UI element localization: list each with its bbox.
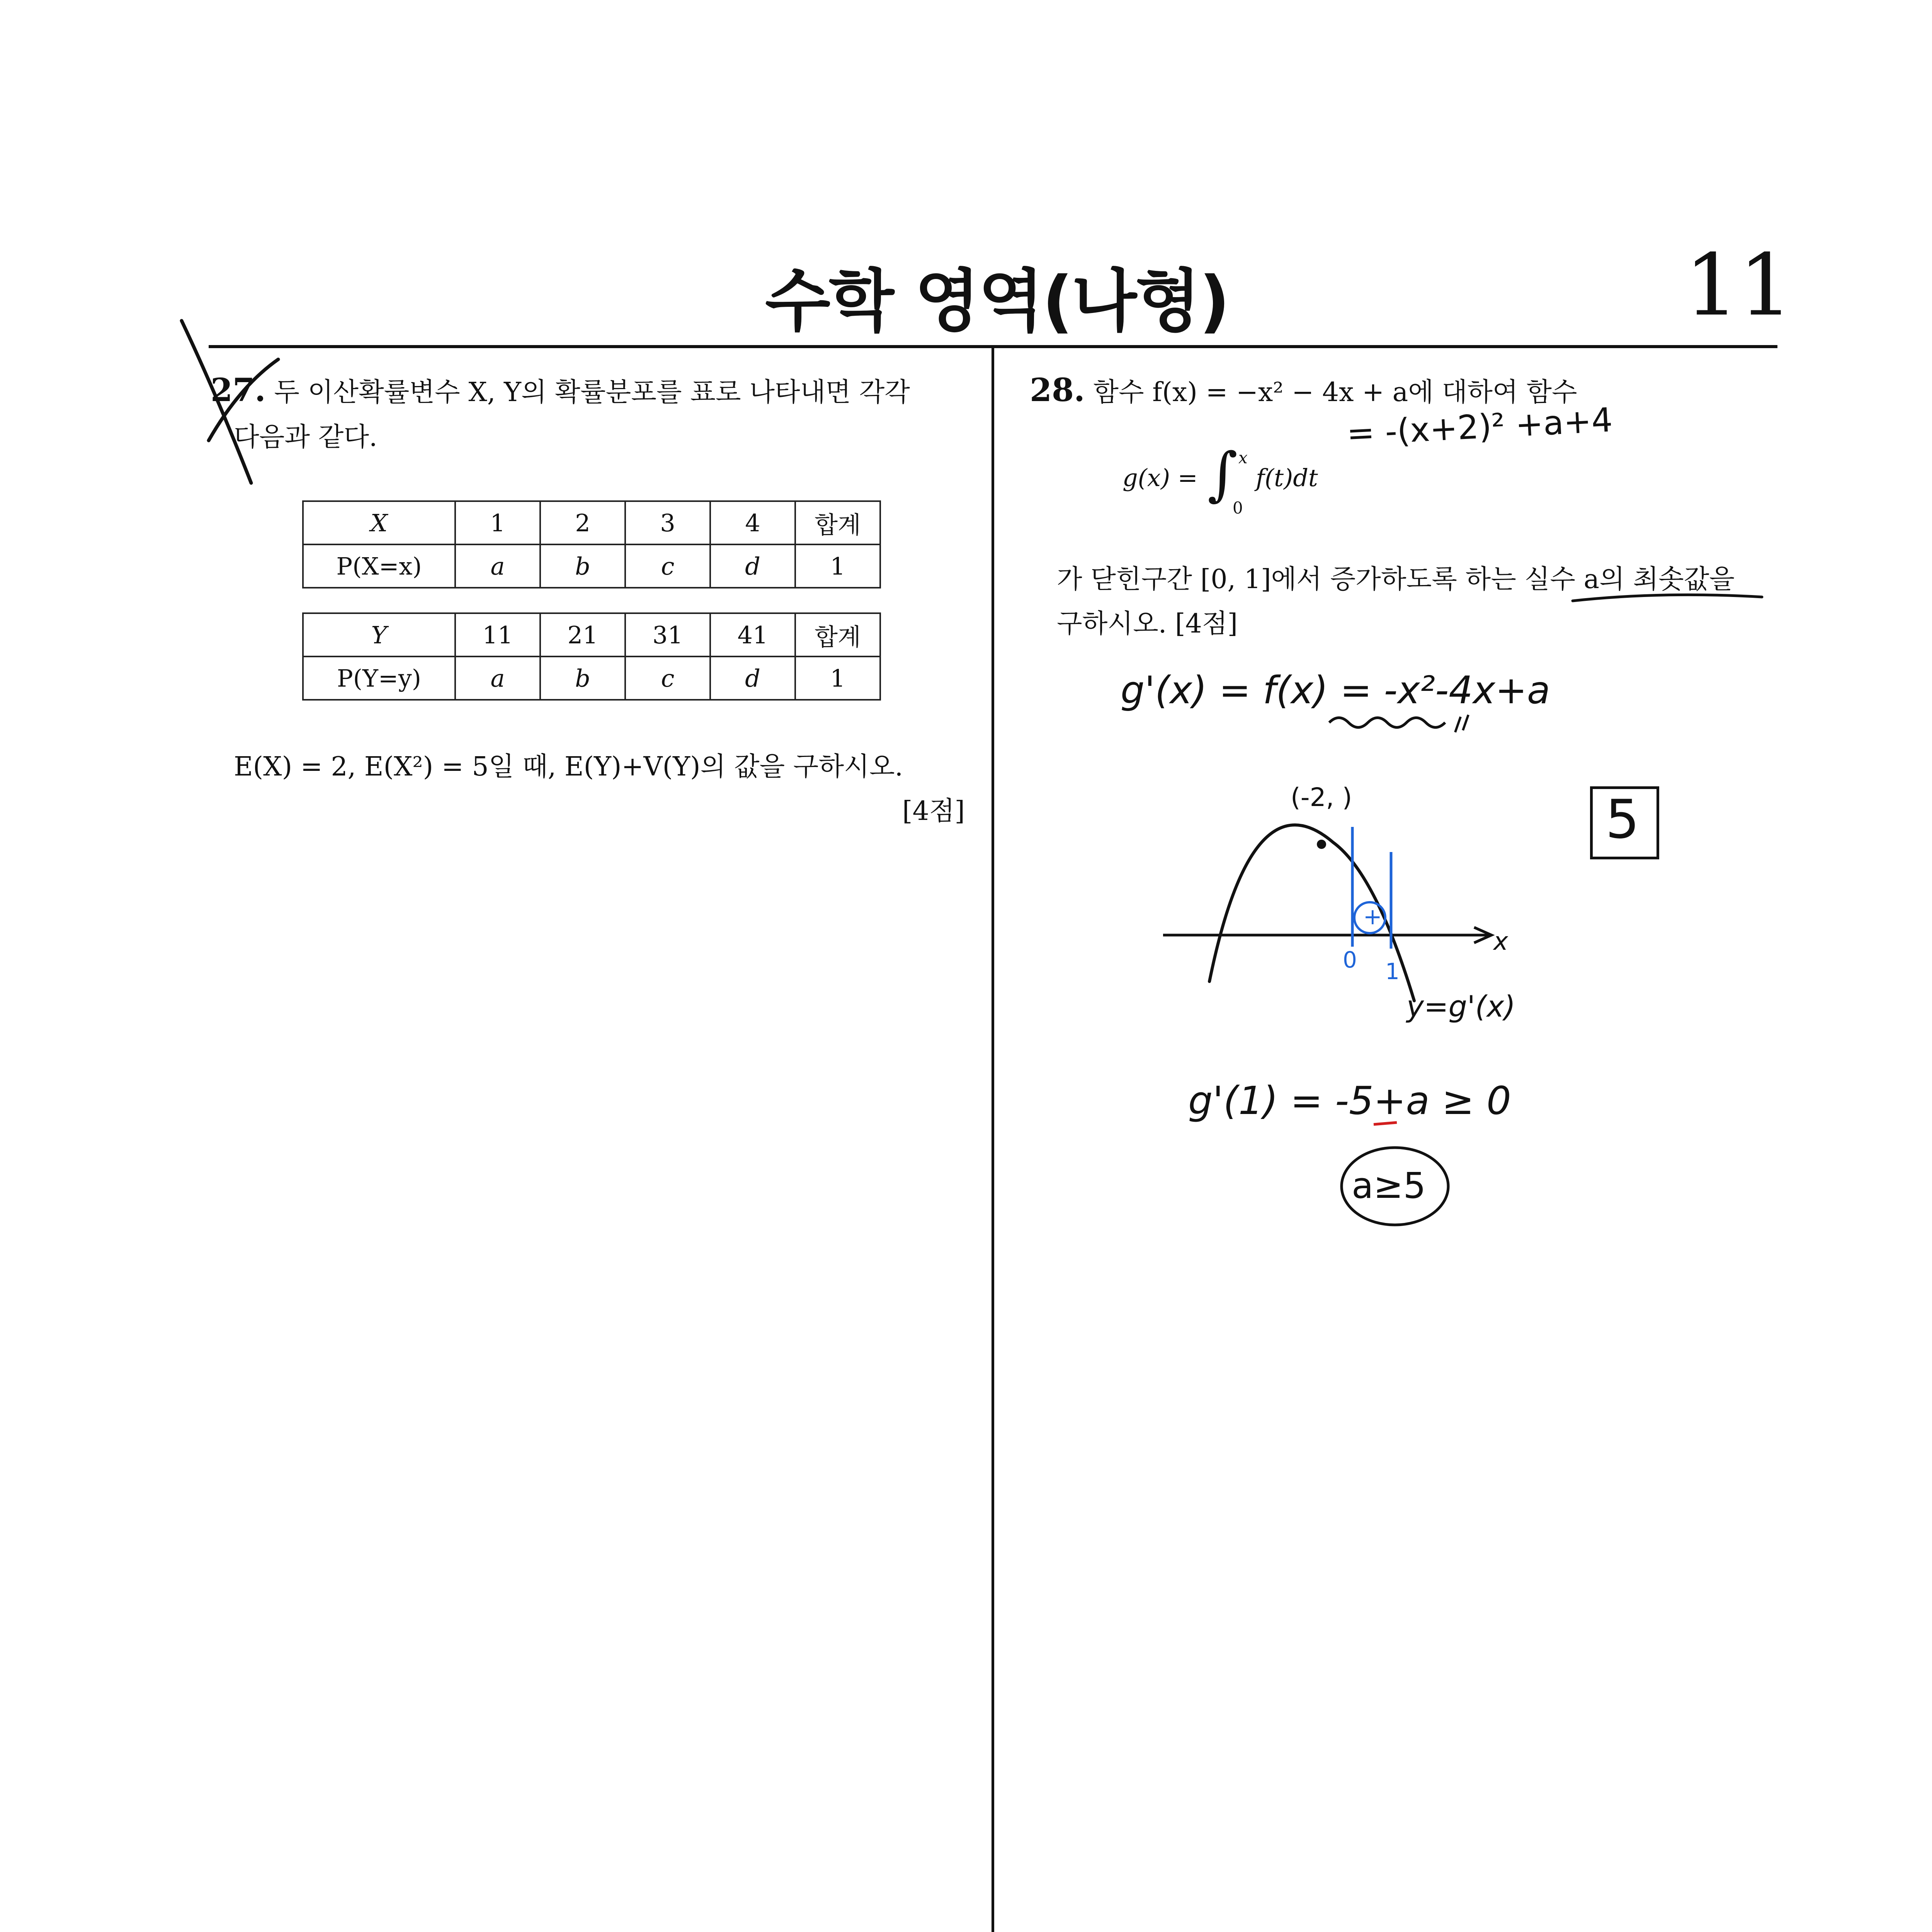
q27-points: [4점] [902, 796, 965, 827]
table-cell: a [455, 656, 540, 700]
table-cell: 11 [455, 613, 540, 656]
hw-answer: 5 [1605, 788, 1639, 850]
crossout-stroke [182, 321, 251, 483]
q28-integral-body: f(t)dt [1256, 464, 1318, 492]
q27-text-line1: 두 이산확률변수 X, Y의 확률분포를 표로 나타내면 각각 [274, 377, 910, 408]
hw-tick-0: 0 [1343, 947, 1357, 973]
q28-text-line1: 함수 f(x) = −x² − 4x + a에 대하여 함수 [1093, 377, 1577, 408]
page-number: 11 [1685, 236, 1793, 335]
table-cell: Y [303, 613, 455, 656]
q28-integral-lhs: g(x) = [1122, 464, 1198, 492]
hw-tick-1: 1 [1385, 958, 1400, 985]
table-cell: 합계 [795, 613, 880, 656]
hw-vertex-dot [1317, 840, 1326, 849]
table-cell: 3 [625, 501, 710, 544]
q28-integral-sign: ∫ [1208, 440, 1238, 508]
hw-tick-marks [1455, 715, 1468, 732]
hw-completed-square: = -(x+2)² +a+4 [1345, 401, 1614, 453]
table-cell: b [540, 656, 625, 700]
table-cell: 4 [710, 501, 795, 544]
q28-integral-upper: x [1238, 448, 1248, 467]
q28-text-line3: 구하시오. [4점] [1057, 609, 1238, 639]
q27-number: 27. [211, 372, 266, 409]
hw-derivative: g'(x) = f(x) = -x²-4x+a [1121, 668, 1550, 713]
hw-axis-x-label: x [1493, 927, 1508, 956]
table-cell: 1 [455, 501, 540, 544]
table-cell: b [540, 544, 625, 588]
table-cell: d [710, 656, 795, 700]
q28-integral-lower: 0 [1233, 498, 1243, 517]
table-cell: P(Y=y) [303, 656, 455, 700]
table-cell: 합계 [795, 501, 880, 544]
page-title: 수학 영역(나형) [765, 262, 1229, 341]
table-cell: 1 [795, 544, 880, 588]
hw-result: a≥5 [1352, 1165, 1426, 1206]
table-cell: 21 [540, 613, 625, 656]
q27-text-line2: 다음과 같다. [234, 422, 378, 452]
table-cell: d [710, 544, 795, 588]
table-cell: X [303, 501, 455, 544]
hw-wavy-underline [1329, 718, 1445, 728]
table-cell: 1 [795, 656, 880, 700]
q27-condition: E(X) = 2, E(X²) = 5일 때, E(Y)+V(Y)의 값을 구하시오. [234, 752, 903, 782]
table-cell: c [625, 544, 710, 588]
q28-number: 28. [1030, 372, 1085, 409]
table-cell: a [455, 544, 540, 588]
hw-vertex-label: (-2, ) [1291, 782, 1352, 812]
hw-plus-sign: + [1363, 903, 1382, 930]
table-cell: 41 [710, 613, 795, 656]
hw-inequality: g'(1) = -5+a ≥ 0 [1188, 1078, 1511, 1123]
table-cell: P(X=x) [303, 544, 455, 588]
hw-underline [1573, 595, 1762, 601]
hw-curve-label: y=g'(x) [1406, 989, 1516, 1024]
table-cell: c [625, 656, 710, 700]
table-cell: 2 [540, 501, 625, 544]
table-cell: 31 [625, 613, 710, 656]
q28-text-line2: 가 닫힌구간 [0, 1]에서 증가하도록 하는 실수 a의 최솟값을 [1057, 564, 1735, 595]
